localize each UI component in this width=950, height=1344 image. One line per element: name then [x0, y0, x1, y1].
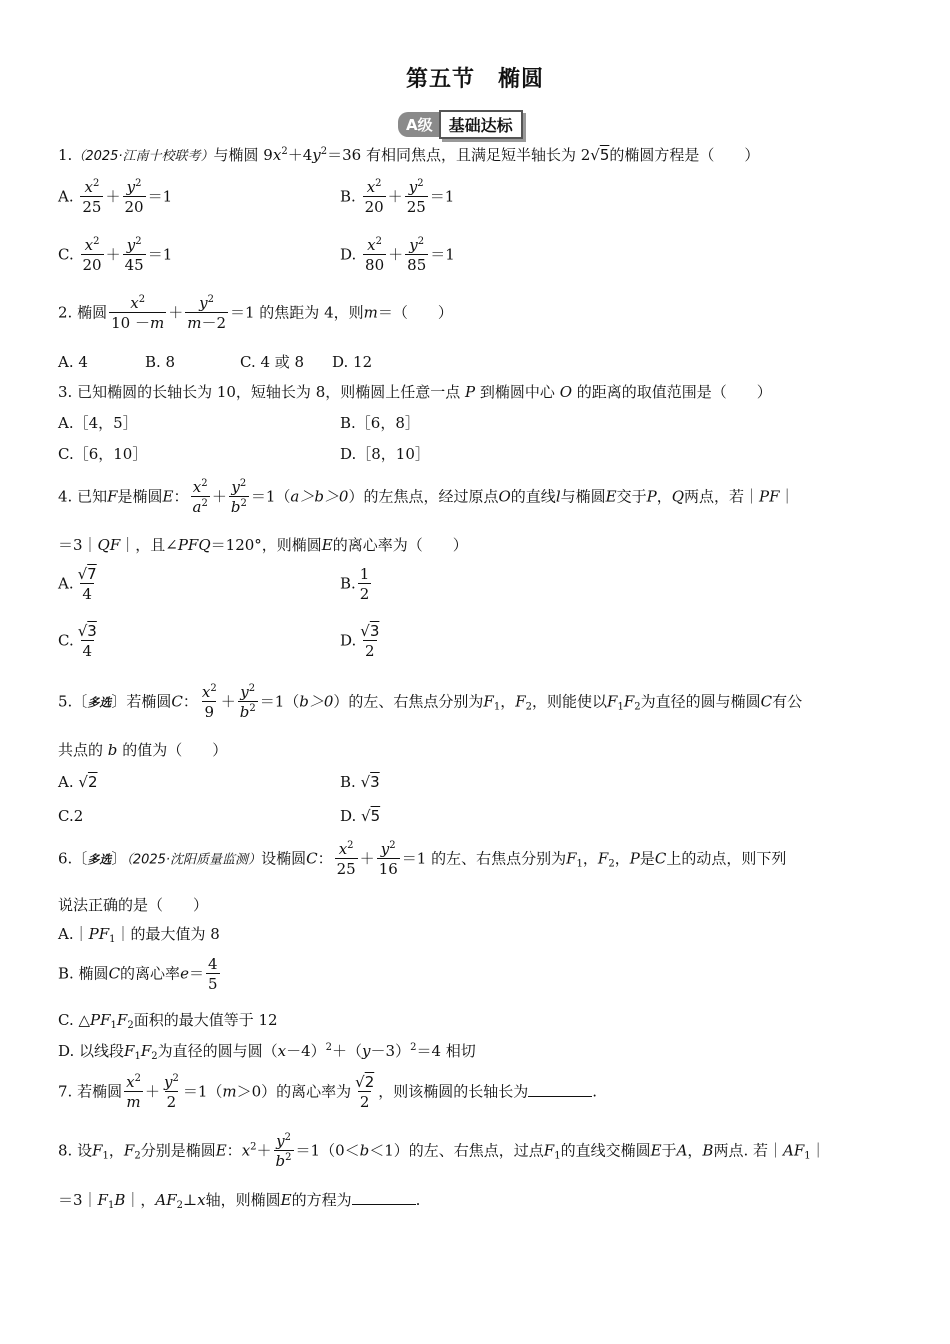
q3-option-d[interactable]: D.［8，10］ — [340, 445, 430, 463]
question-5-stem: 5.〔多选〕若椭圆C： $\frac{x^2}{9}$ ＋ $\frac{y^2}{b^2}$ ＝1（b＞0）的左、右焦点分别为$F_1$，$F_2$，则能使以$F_1F_2$为直径的圆与椭圆C有公 — [58, 683, 803, 721]
q4-option-a[interactable]: A. $\frac{√7}{4}$ — [58, 565, 97, 603]
question-8-stem-line2: $=3|F_1B|$，$AF_2\perp x$轴，则椭圆E的方程为 . — [58, 1191, 421, 1211]
question-5-stem-line2: 共点的 b 的值为（ ） — [58, 741, 228, 759]
q6-option-c[interactable]: C. $\triangle PF_1F_2$面积的最大值等于 12 — [58, 1011, 278, 1031]
question-6-stem-line2: 说法正确的是（ ） — [58, 896, 209, 914]
q3-option-b[interactable]: B.［6，8］ — [340, 414, 420, 432]
question-6-stem: 6.〔多选〕（2025·沈阳质量监测）设椭圆C： $\frac{x^2}{25}$ ＋ $\frac{y^2}{16}$ ＝1 的左、右焦点分别为$F_1$，$F_2$，P是C上的动点，则下列 — [58, 840, 787, 878]
question-1-stem: 1.（2025·江南十校联考）与椭圆 $9x^2+4y^2=36$ 有相同焦点，且满足短半轴长为 2√5的椭圆方程是（ ） — [58, 146, 760, 164]
q3-option-a[interactable]: A.［4，5］ — [58, 414, 138, 432]
q4-option-d[interactable]: D. $\frac{√3}{2}$ — [340, 622, 380, 660]
question-3-stem: 3. 已知椭圆的长轴长为 10，短轴长为 8，则椭圆上任意一点 P 到椭圆中心 O 的距离的取值范围是（ ） — [58, 383, 772, 401]
question-4-stem-line2: ＝3｜QF｜，且∠PFQ＝120°，则椭圆E的离心率为（ ） — [58, 536, 468, 554]
level-tag: A级 — [398, 112, 441, 137]
q2-option-d[interactable]: D. 12 — [332, 353, 373, 371]
sqrt-5: √5 — [590, 146, 610, 164]
q2-option-a[interactable]: A. 4 — [58, 353, 88, 371]
q6-option-d[interactable]: D. 以线段$F_1F_2$为直径的圆与圆$(x-4)^2+(y-3)^2=4$ 相切 — [58, 1042, 476, 1062]
q6-option-a[interactable]: $A.|PF_1|$的最大值为 8 — [58, 925, 220, 945]
q5-option-a[interactable]: A. √2 — [58, 773, 98, 791]
q3-option-c[interactable]: C.［6，10］ — [58, 445, 148, 463]
q2-option-c[interactable]: C. 4 或 8 — [240, 353, 305, 371]
level-badge — [398, 111, 523, 137]
q4-option-c[interactable]: C. $\frac{√3}{4}$ — [58, 622, 97, 660]
q1-option-c[interactable]: C. $\frac{x^2}{20}$ ＋ $\frac{y^2}{45}$ ＝1 — [58, 236, 173, 274]
question-4-stem: 4. 已知F是椭圆E： $\frac{x^2}{a^2}$ ＋ $\frac{y^2}{b^2}$ ＝1（a＞b＞0）的左焦点，经过原点O的直线l与椭圆E交于P，Q两点，若｜PF｜ — [58, 478, 795, 516]
page-title: 第五节 椭圆 — [405, 67, 544, 92]
answer-blank-7[interactable] — [528, 1082, 592, 1097]
q5-option-c[interactable]: C.2 — [58, 807, 84, 825]
q5-option-d[interactable]: D. √5 — [340, 807, 381, 825]
q5-option-b[interactable]: B. √3 — [340, 773, 380, 791]
level-label: 基础达标 — [439, 110, 523, 139]
question-8-stem: 8. 设$F_1$，$F_2$分别是椭圆E：$x^2+$ $\frac{y^2}{b^2}$ ＝1（0＜b＜1）的左、右焦点，过点$F_1$的直线交椭圆E于A，B两点. 若$|AF_1|$ — [58, 1132, 826, 1170]
answer-blank-8[interactable] — [352, 1190, 416, 1205]
q4-option-b[interactable]: B. $\frac{1}{2}$ — [340, 565, 370, 603]
q1-option-b[interactable]: B. $\frac{x^2}{20}$ ＋ $\frac{y^2}{25}$ ＝1 — [340, 178, 455, 216]
question-2-stem: 2. 椭圆 $\frac{x^2}{10 -m}$ ＋ $\frac{y^2}{m-2}$ ＝1 的焦距为 4，则m＝（ ） — [58, 294, 453, 332]
q6-option-b[interactable]: B. 椭圆C的离心率e＝ $\frac{4}{5}$ — [58, 955, 218, 993]
q2-option-b[interactable]: B. 8 — [145, 353, 176, 371]
q1-option-d[interactable]: D. $\frac{x^2}{80}$ ＋ $\frac{y^2}{85}$ ＝1 — [340, 236, 455, 274]
question-7-stem: 7. 若椭圆 $\frac{x^2}{m}$ ＋ $\frac{y^2}{2}$ ＝1（m＞0）的离心率为 $\frac{√2}{2}$ ，则该椭圆的长轴长为 . — [58, 1073, 598, 1111]
q1-option-a[interactable]: A. $\frac{x^2}{25}$ ＋ $\frac{y^2}{20}$ ＝1 — [58, 178, 173, 216]
